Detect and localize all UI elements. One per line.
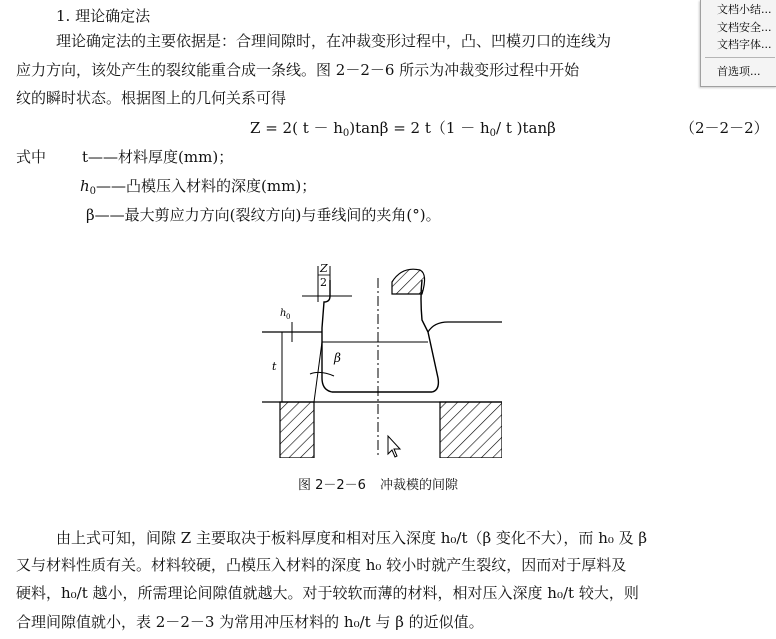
definition-h0-sub: 0	[89, 186, 97, 197]
paragraph-1-line-3: 纹的瞬时状态。根据图上的几何关系可得	[16, 89, 287, 107]
definition-h0	[80, 176, 316, 202]
die-right	[440, 402, 502, 458]
definition-h0-symbol: h	[80, 177, 90, 195]
label-beta: β	[334, 351, 341, 365]
menu-item-document-security[interactable]: 文档安全...	[717, 21, 772, 34]
menu-item-document-fonts[interactable]: 文档字体...	[717, 38, 772, 51]
formula-sub-1: 0	[342, 128, 350, 139]
formula-sub-2: 0	[489, 128, 497, 139]
mouse-cursor-icon	[388, 436, 400, 457]
definition-t-text: t——材料厚度(mm)；	[82, 148, 234, 166]
formula-part-2: )tanβ = 2 t（1 － h	[349, 119, 490, 137]
definition-prefix: 式中	[16, 148, 47, 166]
label-2: 2	[320, 276, 327, 289]
definition-h0-text: ——凸模压入材料的深度(mm)；	[96, 177, 317, 195]
paragraph-2-line-2: 又与材料性质有关。材料较硬，凸模压入材料的深度 h₀ 较小时就产生裂纹，因而对于厚料及	[16, 556, 627, 574]
formula-part-1: Z = 2( t － h	[250, 119, 343, 137]
paragraph-2-line-1: 由上式可知，间隙 Z 主要取决于板料厚度和相对压入深度 h₀/t（β 变化不大），而 h₀ 及 β	[56, 529, 648, 547]
paragraph-1-line-1: 理论确定法的主要依据是：合理间隙时，在冲裁变形过程中，凸、凹模刃口的连线为	[56, 32, 612, 50]
figure-caption	[298, 474, 458, 493]
paragraph-2-line-3: 硬料，h₀/t 越小，所需理论间隙值就越大。对于较软而薄的材料，相对压入深度 h₀/t 较大，则	[16, 584, 639, 602]
punch-outline	[322, 280, 438, 392]
punch-section-hatch	[392, 269, 425, 294]
figure-caption-number: 图 2－2－6	[298, 478, 366, 493]
die-clearance-figure	[262, 258, 502, 458]
equation-number: （2－2－2）	[680, 119, 769, 137]
paragraph-2-line-4: 合理间隙值就小，表 2－2－3 为常用冲压材料的 h₀/t 与 β 的近似值。	[16, 613, 484, 631]
menu-separator	[705, 57, 775, 58]
menu-item-preferences[interactable]: 首选项...	[717, 65, 761, 78]
label-t: t	[272, 360, 277, 373]
formula-part-3: / t )tanβ	[496, 119, 556, 137]
label-h0: h	[280, 308, 287, 319]
figure-caption-text: 冲裁模的间隙	[379, 478, 458, 493]
sheet-top-right	[428, 322, 502, 332]
section-heading: 1. 理论确定法	[56, 7, 151, 25]
formula	[250, 118, 556, 144]
paragraph-1-line-2: 应力方向，该处产生的裂纹能重合成一条线。图 2－2－6 所示为冲裁变形过程中开始	[16, 61, 580, 79]
menu-item-document-summary[interactable]: 文档小结...	[717, 3, 772, 16]
definition-beta: β——最大剪应力方向(裂纹方向)与垂线间的夹角(°)。	[86, 206, 441, 224]
label-h0-sub: 0	[286, 313, 291, 321]
die-left	[280, 402, 314, 458]
context-menu	[700, 0, 776, 87]
label-z: Z	[320, 262, 328, 275]
definition-t	[16, 147, 233, 167]
